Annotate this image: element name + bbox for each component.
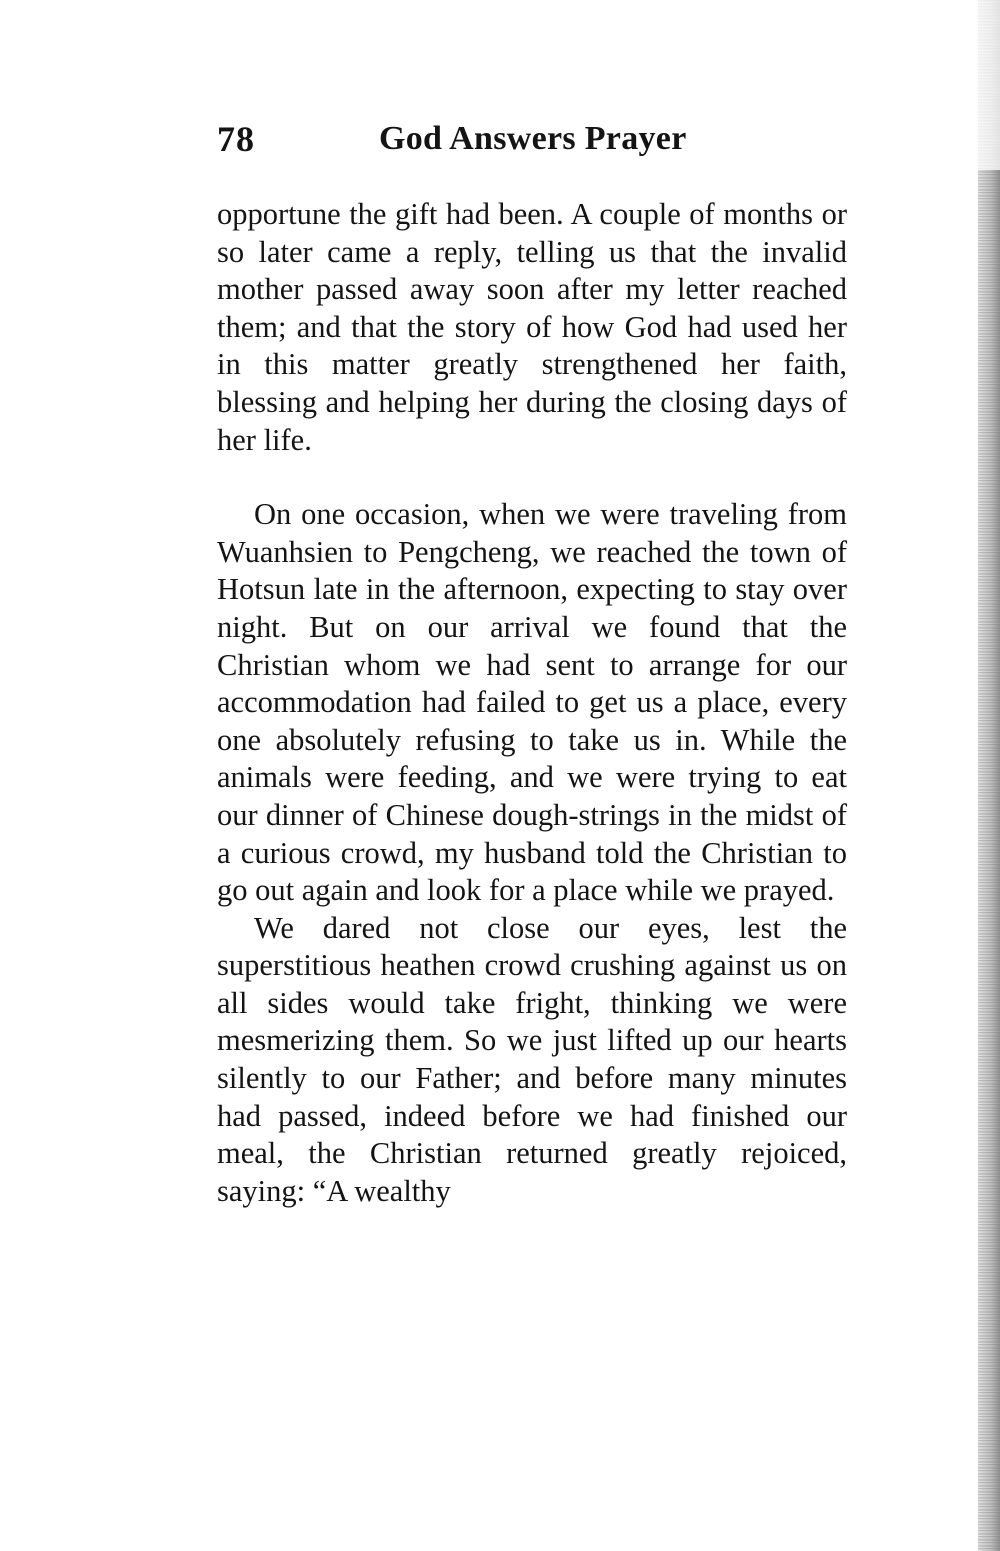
running-head bbox=[217, 118, 857, 168]
paragraph-continued: opportune the gift had been. A couple of months or so later came a reply, telling us that the invalid mother passed away soon after my letter reached them; and that the story of how God had used her in this matter greatly strengthened her faith, blessing and helping her during the closing days of her life. bbox=[217, 197, 847, 457]
page-number: 78 bbox=[217, 119, 255, 159]
body-text bbox=[217, 196, 847, 1210]
scanned-page-edge bbox=[978, 0, 1000, 1551]
scanned-page-edge-top bbox=[978, 0, 1000, 170]
paragraph-occasion: On one occasion, when we were traveling from Wuanhsien to Pengcheng, we reached the town of Hotsun late in the afternoon, expecting to stay over night. But on our arrival we found that the Christian whom we had sent to arrange for our accommodation had failed to get us a place, every one absolutely refusing to take us in. While the animals were feeding, and we were trying to eat our dinner of Chinese dough-strings in the midst of a curious crowd, my husband told the Christian to go out again and look for a place while we prayed. bbox=[217, 497, 847, 908]
paragraph-prayer: We dared not close our eyes, lest the superstitious heathen crowd crushing against us on all sides would take fright, thinking we were mesmerizing them. So we just lifted up our hearts silently to our Father; and before many minutes had passed, indeed before we had finished our meal, the Christian returned greatly rejoiced, saying: “A wealthy bbox=[217, 910, 847, 1208]
book-title: God Answers Prayer bbox=[379, 120, 687, 157]
